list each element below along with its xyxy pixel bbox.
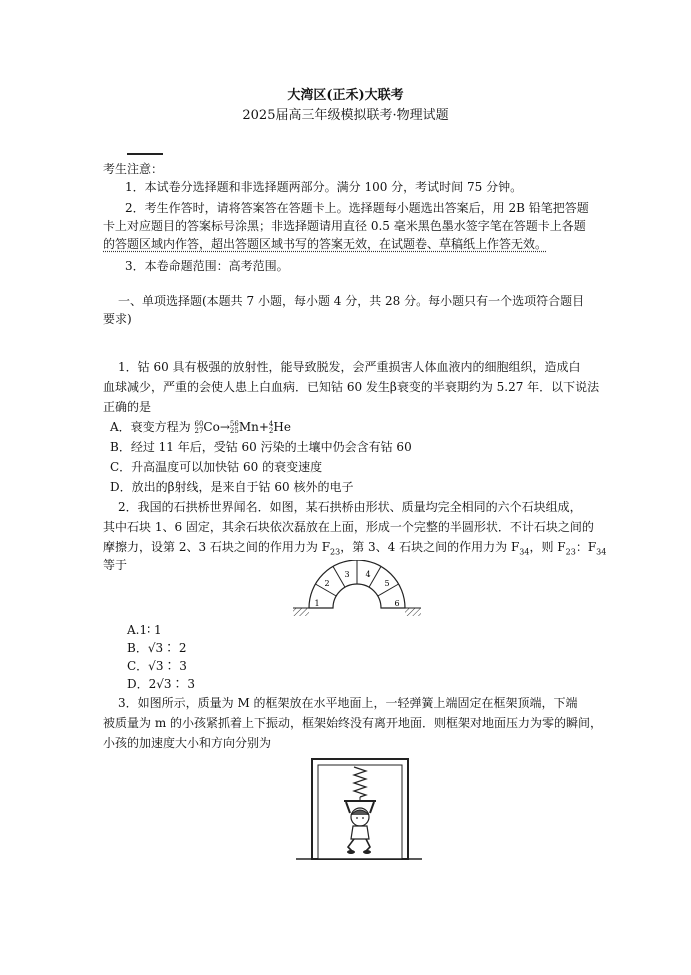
co-symbol: Co bbox=[203, 420, 220, 434]
stone-label-3: 3 bbox=[344, 570, 350, 579]
notice-item-2-line-3: 的答题区域内作答，超出答题区域书写的答案无效，在试题卷、草稿纸上作答无效。 bbox=[103, 237, 548, 251]
f23-subscript-ratio: 23 bbox=[565, 547, 576, 557]
q2-option-c[interactable]: C．√3∶ 3 bbox=[127, 659, 187, 673]
exam-subtitle: 2025届高三年级模拟联考·物理试题 bbox=[242, 108, 449, 123]
q1-option-b[interactable]: B．经过 11 年后，受钴 60 污染的土壤中仍会含有钴 60 bbox=[110, 440, 412, 454]
f23-subscript: 23 bbox=[330, 547, 341, 557]
notice-item-2-line-2: 卡上对应题目的答案标号涂黑；非选择题请用直径 0.5 毫米黑色墨水签字笔在答题卡上各题 bbox=[103, 219, 586, 233]
q2-line-4: 等于 bbox=[103, 558, 128, 572]
q1-option-a-label: A．衰变方程为 bbox=[110, 420, 191, 434]
he-symbol: He bbox=[273, 420, 291, 434]
decay-equation bbox=[195, 418, 291, 436]
section-1-heading-cont: 要求) bbox=[103, 312, 132, 326]
frame-spring-child-figure bbox=[296, 755, 422, 867]
stone-label-6: 6 bbox=[394, 599, 400, 608]
mn-mass-number: 56 bbox=[229, 419, 239, 428]
section-1-heading: 一、单项选择题(本题共 7 小题，每小题 4 分，共 28 分。每小题只有一个选项符合题目 bbox=[118, 294, 585, 308]
q3-line-2: 被质量为 m 的小孩紧抓着上下振动，框架始终没有离开地面．则框架对地面压力为零的瞬间， bbox=[103, 716, 603, 730]
notice-item-3: 3．本卷命题范围：高考范围。 bbox=[125, 259, 289, 273]
stone-label-2: 2 bbox=[324, 579, 330, 588]
q1-line-3: 正确的是 bbox=[103, 400, 152, 414]
q1-option-a[interactable] bbox=[110, 418, 610, 436]
co-atomic-number: 27 bbox=[194, 426, 204, 435]
q2-line-2: 其中石块 1、6 固定，其余石块依次磊放在上面，形成一个完整的半圆形状．不计石块之间的 bbox=[103, 520, 594, 534]
q3-line-1: 3．如图所示，质量为 M 的框架放在水平地面上，一轻弹簧上端固定在框架顶端，下端 bbox=[118, 696, 578, 710]
q1-option-c[interactable]: C．升高温度可以加快钴 60 的衰变速度 bbox=[110, 460, 323, 474]
reaction-arrow: → bbox=[219, 420, 230, 434]
q2-option-d[interactable]: D．2√3∶ 3 bbox=[127, 677, 195, 691]
notice-item-1: 1．本试卷分选择题和非选择题两部分。满分 100 分，考试时间 75 分钟。 bbox=[125, 180, 523, 194]
he-atomic-number: 2 bbox=[268, 426, 274, 435]
stone-label-1: 1 bbox=[314, 599, 320, 608]
he-mass-number: 4 bbox=[268, 419, 274, 428]
mn-symbol: Mn bbox=[238, 420, 259, 434]
q2-line-1: 2．我国的石拱桥世界闻名．如图，某石拱桥由形状、质量均完全相同的六个石块组成， bbox=[118, 500, 582, 514]
co-mass-number: 60 bbox=[194, 419, 204, 428]
plus-sign: + bbox=[258, 420, 269, 434]
q2-option-b[interactable]: B．√3∶ 2 bbox=[127, 641, 187, 655]
notice-item-2-line-1: 2．考生作答时，请将答案答在答题卡上。选择题每小题选出答案后，用 2B 铅笔把答题 bbox=[125, 201, 589, 215]
notice-heading: 考生注意： bbox=[103, 162, 164, 176]
q2-line-3: 摩擦力，设第 2、3 石块之间的作用力为 $F_{23}$，第 3、4 石块之间的作用力为 $F_{34}$，则 $F_{23}$：$F_{34}$ bbox=[103, 540, 607, 557]
stone-label-4: 4 bbox=[365, 570, 371, 579]
stone-arch-bridge-figure bbox=[293, 560, 421, 620]
stone-label-5: 5 bbox=[384, 579, 390, 588]
q1-line-2: 血球减少，严重的会使人患上白血病．已知钴 60 发生β衰变的半衰期约为 5.27 年．以下说法 bbox=[103, 380, 600, 394]
q1-line-1: 1．钴 60 具有极强的放射性，能导致脱发，会严重损害人体血液内的细胞组织，造成白 bbox=[118, 360, 581, 374]
exam-header-title: 大湾区(正禾)大联考 bbox=[287, 88, 404, 103]
f34-subscript-ratio: 34 bbox=[596, 547, 607, 557]
heading-rule bbox=[127, 153, 163, 155]
f34-subscript: 34 bbox=[519, 547, 530, 557]
q1-option-d[interactable]: D．放出的β射线，是来自于钴 60 核外的电子 bbox=[110, 480, 354, 494]
mn-atomic-number: 25 bbox=[229, 426, 239, 435]
q3-line-3: 小孩的加速度大小和方向分别为 bbox=[103, 736, 272, 750]
q2-option-a[interactable]: A.1∶ 1 bbox=[127, 623, 162, 637]
